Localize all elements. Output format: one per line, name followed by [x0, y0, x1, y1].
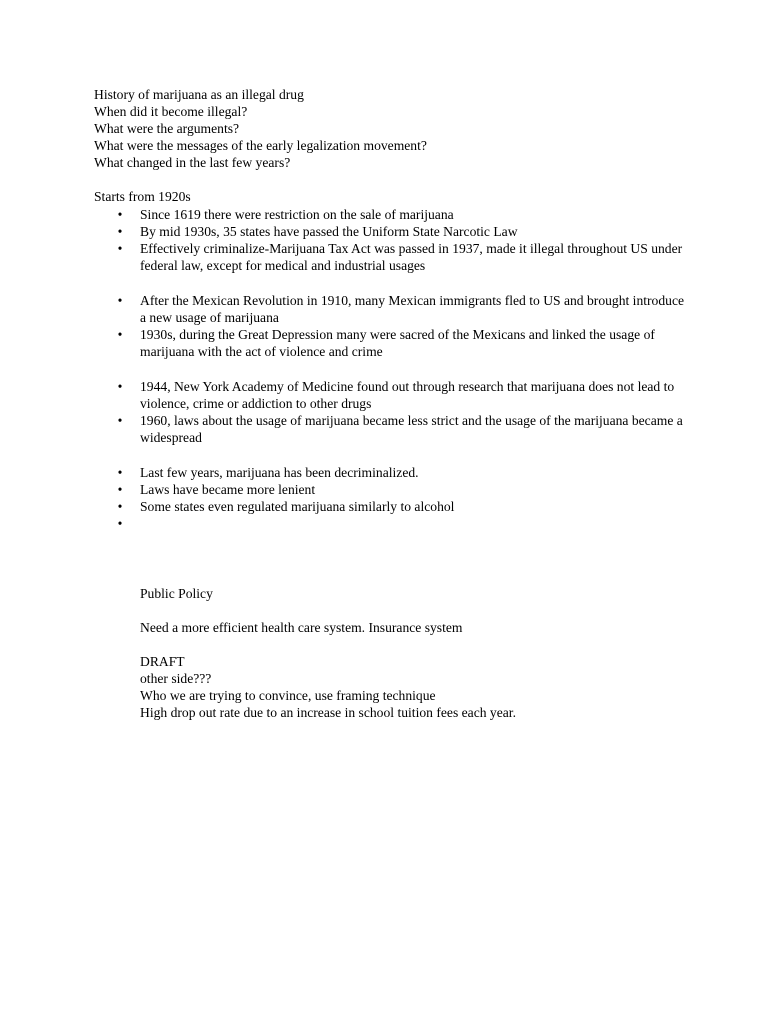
- list-item-text: 1960, laws about the usage of marijuana became less strict and the usage of the marijuana became a widespread: [140, 413, 683, 445]
- draft-line: Who we are trying to convince, use framing technique: [140, 688, 436, 703]
- question-line: History of marijuana as an illegal drug: [94, 87, 304, 102]
- bullet-icon: •: [117, 379, 123, 394]
- list-item: [114, 292, 684, 326]
- draft-line: DRAFT: [140, 654, 185, 669]
- bullet-icon: •: [117, 224, 123, 239]
- bullet-list-4: [114, 464, 684, 532]
- question-line: What were the arguments?: [94, 121, 240, 136]
- bullet-icon: •: [117, 293, 123, 308]
- list-item: [114, 206, 684, 223]
- section-heading-starts: Starts from 1920s: [94, 189, 191, 204]
- draft-line: High drop out rate due to an increase in school tuition fees each year.: [140, 705, 516, 720]
- list-item: [114, 464, 684, 481]
- list-item-text: Some states even regulated marijuana similarly to alcohol: [140, 499, 455, 514]
- list-item: [114, 412, 684, 446]
- list-item-text: [140, 516, 143, 531]
- public-policy-heading: Public Policy: [140, 586, 213, 601]
- list-item-text: After the Mexican Revolution in 1910, many Mexican immigrants fled to US and brought introduce a new usage of marijuana: [140, 293, 685, 325]
- bullet-icon: •: [117, 499, 123, 514]
- list-item-text: Last few years, marijuana has been decriminalized.: [140, 465, 419, 480]
- list-item-text: Effectively criminalize-Marijuana Tax Act was passed in 1937, made it illegal throughout US under federal law, except for medical and industrial usages: [140, 241, 683, 273]
- bullet-icon: •: [117, 327, 123, 342]
- bullet-icon: •: [117, 207, 123, 222]
- list-item: [114, 378, 684, 412]
- bullet-icon: •: [117, 516, 123, 531]
- bullet-list-2: [114, 292, 684, 360]
- list-item: [114, 498, 684, 515]
- list-item-text: Laws have became more lenient: [140, 482, 316, 497]
- bullet-list-1: [114, 206, 684, 274]
- need-text: Need a more efficient health care system. Insurance system: [140, 620, 463, 635]
- list-item-text: Since 1619 there were restriction on the sale of marijuana: [140, 207, 454, 222]
- bullet-icon: •: [117, 465, 123, 480]
- list-item: [114, 481, 684, 498]
- draft-line: other side???: [140, 671, 212, 686]
- question-line: When did it become illegal?: [94, 104, 248, 119]
- list-item-text: By mid 1930s, 35 states have passed the Uniform State Narcotic Law: [140, 224, 518, 239]
- bullet-icon: •: [117, 413, 123, 428]
- list-item-text: 1944, New York Academy of Medicine found out through research that marijuana does not lead to violence, crime or addiction to other drugs: [140, 379, 675, 411]
- question-line: What changed in the last few years?: [94, 155, 291, 170]
- question-line: What were the messages of the early legalization movement?: [94, 138, 427, 153]
- question-list: [94, 86, 714, 171]
- bullet-list-3: [114, 378, 684, 446]
- list-item: [114, 515, 684, 532]
- list-item: [114, 240, 684, 274]
- list-item: [114, 223, 684, 240]
- bullet-icon: •: [117, 482, 123, 497]
- list-item-text: 1930s, during the Great Depression many were sacred of the Mexicans and linked the usage of marijuana with the act of violence and crime: [140, 327, 655, 359]
- draft-notes: [140, 653, 700, 721]
- bullet-icon: •: [117, 241, 123, 256]
- list-item: [114, 326, 684, 360]
